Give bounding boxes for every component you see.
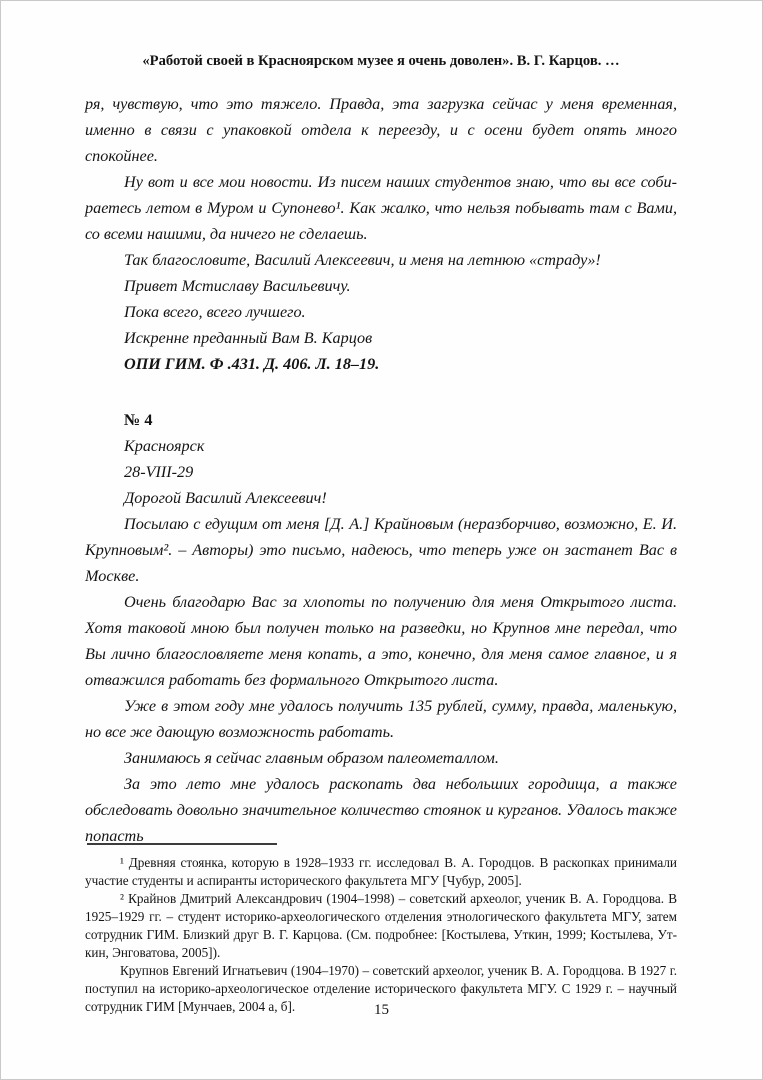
page-number: 15 <box>374 1002 389 1018</box>
letter-paragraph: Пока всего, всего лучшего. <box>124 303 306 321</box>
letter-number-heading: № 4 <box>124 411 153 429</box>
letter-paragraph: Уже в этом году мне удалось получить 135 рублей, сумму, правда, маленькую, но все же дающую возможность работать. <box>85 697 677 741</box>
footnote-separator <box>87 843 277 845</box>
running-header: «Работой своей в Красноярском музее я очень доволен». В. Г. Карцов. … <box>142 53 620 69</box>
letter-paragraph: Очень благодарю Вас за хлопоты по получению для меня Открытого листа. Хотя таковой мною был получен только на разведки, но Крупнов мне передал, что Вы лично благословляете меня копать, а это, конечно, для меня самое главное, и я отважился работать без формального Открытого листа. <box>85 593 677 689</box>
letter-place: Красноярск <box>124 437 205 455</box>
footnotes-section <box>85 843 677 1016</box>
letter-text-block <box>85 91 677 849</box>
letter-paragraph: Занимаюсь я сейчас главным образом палеометаллом. <box>124 749 499 767</box>
letter-paragraph: Так благословите, Василий Алексеевич, и меня на летнюю «страду»! <box>124 251 601 269</box>
archive-reference: ОПИ ГИМ. Ф .431. Д. 406. Л. 18–19. <box>124 355 380 373</box>
letter-signature: Искренне преданный Вам В. Карцов <box>124 329 373 347</box>
section-gap <box>85 377 677 407</box>
letter-salutation: Дорогой Василий Алексеевич! <box>124 489 327 507</box>
letter-paragraph: ря, чувствую, что это тяжело. Правда, эта загрузка сейчас у меня временная, именно в связи с упаковкой отдела к переезду, и с осени будет опять много спокойнее. <box>85 95 677 165</box>
letter-date: 28-VIII-29 <box>124 463 194 481</box>
footnote-2-continuation: Крупнов Евгений Игнатьевич (1904–1970) – советский археолог, ученик В. А. Городцова. В 1927 г. поступил на историко-археологическое отделение исторического факультета МГУ. С 1929 г. – научный сотрудник ГИМ [Мунчаев, 2004 а, б]. <box>85 963 677 1014</box>
letter-paragraph: Привет Мстиславу Васильевичу. <box>124 277 351 295</box>
letter-paragraph: Посылаю с едущим от меня [Д. А.] Крайновым (неразборчиво, возможно, Е. И. Крупновым². – Авторы) это письмо, надеюсь, что теперь уже он застанет Вас в Москве. <box>85 515 677 585</box>
letter-paragraph: Ну вот и все мои новости. Из писем наших студентов знаю, что вы все собираетесь летом в Муром и Супонево¹. Как жалко, что нельзя побывать там с Вами, со всеми нашими, да ничего не сделаешь. <box>85 173 677 243</box>
footnote-2: ² Крайнов Дмитрий Александрович (1904–1998) – советский археолог, ученик В. А. Городцова. В 1925–1929 гг. – студент историко-археологического отделения этнологического факультета МГУ, затем сотрудник ГИМ. Близкий друг В. Г. Карцова. (См. подробнее: [Костылева, Уткин, 1999; Костылева, Уткин, Энговатова, 2005]). <box>85 891 677 960</box>
letter-paragraph: За это лето мне удалось раскопать два небольших городища, а также обследовать довольно значительное количество стоянок и курганов. Удалось также попасть <box>85 775 677 845</box>
footnote-1: ¹ Древняя стоянка, которую в 1928–1933 гг. исследовал В. А. Городцов. В раскопках принимали участие студенты и аспиранты исторического факультета МГУ [Чубур, 2005]. <box>85 855 677 888</box>
